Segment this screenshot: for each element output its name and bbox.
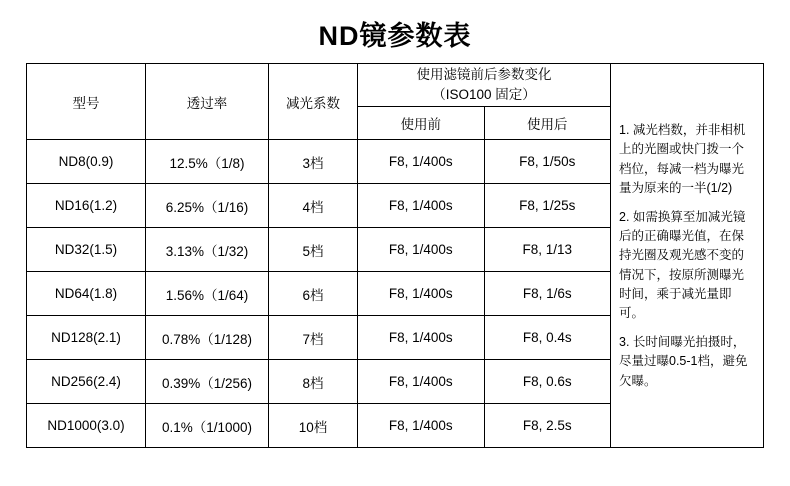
- cell-model: ND128(2.1): [27, 316, 146, 360]
- cell-after: F8, 0.4s: [484, 316, 611, 360]
- remark-column: [611, 64, 764, 448]
- cell-before: F8, 1/400s: [358, 272, 485, 316]
- table-header-row-primary: [27, 64, 764, 107]
- header-after: 使用后: [484, 107, 611, 140]
- header-parameter-change-line1: 使用滤镜前后参数变化: [416, 67, 552, 83]
- header-parameter-change-line2: （ISO100 固定）: [432, 87, 536, 102]
- remark-item: 1. 减光档数，并非相机上的光圈或快门拨一个档位，每减一档为曝光量为原来的一半(1/2): [619, 123, 746, 196]
- cell-before: F8, 1/400s: [358, 316, 485, 360]
- header-before: 使用前: [358, 107, 485, 140]
- cell-before: F8, 1/400s: [358, 140, 485, 184]
- cell-before: F8, 1/400s: [358, 184, 485, 228]
- cell-before: F8, 1/400s: [358, 404, 485, 448]
- remark-content: [611, 114, 763, 397]
- header-transmittance: 透过率: [146, 64, 269, 140]
- cell-after: F8, 1/13: [484, 228, 611, 272]
- cell-transmittance: 0.39%（1/256): [146, 360, 269, 404]
- cell-stops: 7档: [269, 316, 358, 360]
- cell-model: ND32(1.5): [27, 228, 146, 272]
- nd-filter-table: [26, 63, 764, 448]
- cell-before: F8, 1/400s: [358, 360, 485, 404]
- cell-model: ND16(1.2): [27, 184, 146, 228]
- cell-after: F8, 1/25s: [484, 184, 611, 228]
- cell-model: ND256(2.4): [27, 360, 146, 404]
- cell-after: F8, 1/6s: [484, 272, 611, 316]
- cell-model: ND1000(3.0): [27, 404, 146, 448]
- cell-after: F8, 2.5s: [484, 404, 611, 448]
- table-container: [0, 63, 790, 448]
- header-model: 型号: [27, 64, 146, 140]
- cell-stops: 3档: [269, 140, 358, 184]
- cell-transmittance: 3.13%（1/32): [146, 228, 269, 272]
- remark-item: 3. 长时间曝光拍摄时，尽量过曝0.5-1档，避免欠曝。: [619, 334, 748, 388]
- cell-before: F8, 1/400s: [358, 228, 485, 272]
- cell-after: F8, 0.6s: [484, 360, 611, 404]
- cell-stops: 4档: [269, 184, 358, 228]
- page-title: ND镜参数表: [318, 21, 472, 51]
- cell-after: F8, 1/50s: [484, 140, 611, 184]
- cell-transmittance: 1.56%（1/64): [146, 272, 269, 316]
- cell-stops: 5档: [269, 228, 358, 272]
- cell-transmittance: 0.1%（1/1000): [146, 404, 269, 448]
- header-parameter-change-group: [358, 64, 611, 107]
- cell-stops: 10档: [269, 404, 358, 448]
- cell-transmittance: 12.5%（1/8): [146, 140, 269, 184]
- cell-transmittance: 6.25%（1/16): [146, 184, 269, 228]
- cell-model: ND64(1.8): [27, 272, 146, 316]
- remark-item: 2. 如需换算至加减光镜后的正确曝光值，在保持光圈及观光感不变的情况下，按原所测曝光时间，乘于减光量即可。: [619, 209, 746, 321]
- cell-stops: 8档: [269, 360, 358, 404]
- header-stops: 减光系数: [269, 64, 358, 140]
- cell-model: ND8(0.9): [27, 140, 146, 184]
- cell-stops: 6档: [269, 272, 358, 316]
- cell-transmittance: 0.78%（1/128): [146, 316, 269, 360]
